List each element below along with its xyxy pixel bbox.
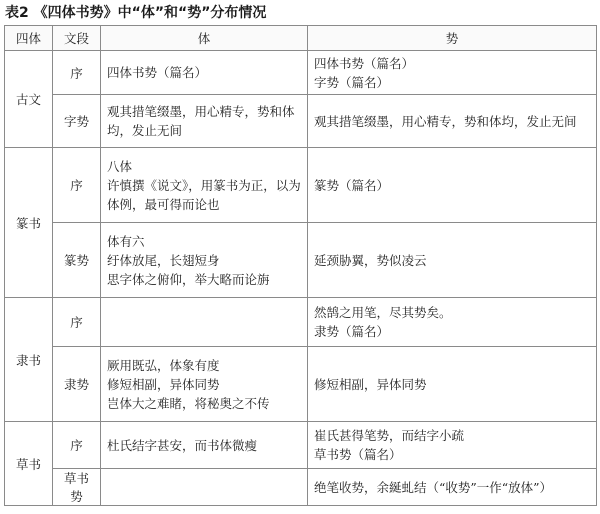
shi-cell bbox=[308, 422, 597, 469]
header-section: 文段 bbox=[53, 26, 101, 51]
shi-cell bbox=[308, 223, 597, 298]
script-name: 草书 bbox=[5, 422, 53, 506]
script-name: 篆书 bbox=[5, 148, 53, 298]
ti-cell bbox=[101, 148, 308, 223]
header-four-scripts: 四体 bbox=[5, 26, 53, 51]
ti-line: 体有六 bbox=[107, 233, 145, 249]
header-ti: 体 bbox=[101, 26, 308, 51]
shi-line: 篆势（篇名） bbox=[314, 177, 390, 193]
section-name: 篆势 bbox=[53, 223, 101, 298]
ti-line: 纡体放尾，长翅短身 bbox=[107, 252, 220, 268]
shi-line: 四体书势（篇名） bbox=[314, 55, 415, 71]
script-name: 古文 bbox=[5, 51, 53, 148]
shi-line: 隶势（篇名） bbox=[314, 324, 390, 339]
table-row bbox=[5, 469, 597, 506]
shi-cell bbox=[308, 51, 597, 95]
shi-line: 字势（篇名） bbox=[314, 74, 390, 90]
shi-line: 崔氏甚得笔势，而结字小疏 bbox=[314, 428, 465, 443]
ti-cell bbox=[101, 223, 308, 298]
shi-line: 修短相副，异体同势 bbox=[314, 376, 427, 392]
shi-line: 绝笔收势，余綖虬结（“收势”一作“放体”） bbox=[314, 479, 553, 495]
ti-line: 观其措笔缀墨，用心精专，势和体均，发止无间 bbox=[107, 104, 295, 138]
section-name: 隶势 bbox=[53, 347, 101, 422]
ti-line: 杜氏结字甚安，而书体微瘦 bbox=[107, 437, 258, 453]
shi-line: 然鹄之用笔，尽其势矣。 bbox=[314, 305, 452, 320]
shi-line: 草书势（篇名） bbox=[314, 447, 402, 462]
table-row bbox=[5, 347, 597, 422]
shi-line: 观其措笔缀墨，用心精专，势和体均，发止无间 bbox=[314, 113, 577, 129]
ti-line: 八体 bbox=[107, 158, 133, 174]
ti-line: 四体书势（篇名） bbox=[107, 65, 208, 80]
table-row bbox=[5, 223, 597, 298]
header-shi: 势 bbox=[308, 26, 597, 51]
distribution-table bbox=[4, 25, 597, 506]
section-name: 序 bbox=[53, 148, 101, 223]
ti-line: 岂体大之难睹，将秘奥之不传 bbox=[107, 395, 270, 411]
table-row bbox=[5, 298, 597, 347]
section-name: 草书势 bbox=[53, 469, 101, 506]
section-name: 序 bbox=[53, 298, 101, 347]
ti-cell bbox=[101, 298, 308, 347]
ti-line: 厥用既弘，体象有度 bbox=[107, 357, 220, 373]
ti-cell bbox=[101, 422, 308, 469]
script-name: 隶书 bbox=[5, 298, 53, 422]
ti-cell bbox=[101, 95, 308, 148]
shi-line: 延颈胁翼，势似凌云 bbox=[314, 252, 427, 268]
shi-cell bbox=[308, 469, 597, 506]
ti-cell bbox=[101, 51, 308, 95]
header-row bbox=[5, 26, 597, 51]
shi-cell bbox=[308, 148, 597, 223]
table-row bbox=[5, 422, 597, 469]
section-name: 字势 bbox=[53, 95, 101, 148]
ti-cell bbox=[101, 469, 308, 506]
section-name: 序 bbox=[53, 422, 101, 469]
ti-line: 思字体之俯仰，举大略而论旃 bbox=[107, 271, 270, 287]
table-row bbox=[5, 148, 597, 223]
ti-cell bbox=[101, 347, 308, 422]
table-row bbox=[5, 51, 597, 95]
table-row bbox=[5, 95, 597, 148]
ti-line: 许慎撰《说文》，用篆书为正，以为体例，最可得而论也 bbox=[107, 177, 301, 212]
table-caption: 表2 《四体书势》中“体”和“势”分布情况 bbox=[5, 5, 267, 21]
shi-cell bbox=[308, 95, 597, 148]
ti-line: 修短相副，异体同势 bbox=[107, 376, 220, 392]
shi-cell bbox=[308, 298, 597, 347]
section-name: 序 bbox=[53, 51, 101, 95]
shi-cell bbox=[308, 347, 597, 422]
